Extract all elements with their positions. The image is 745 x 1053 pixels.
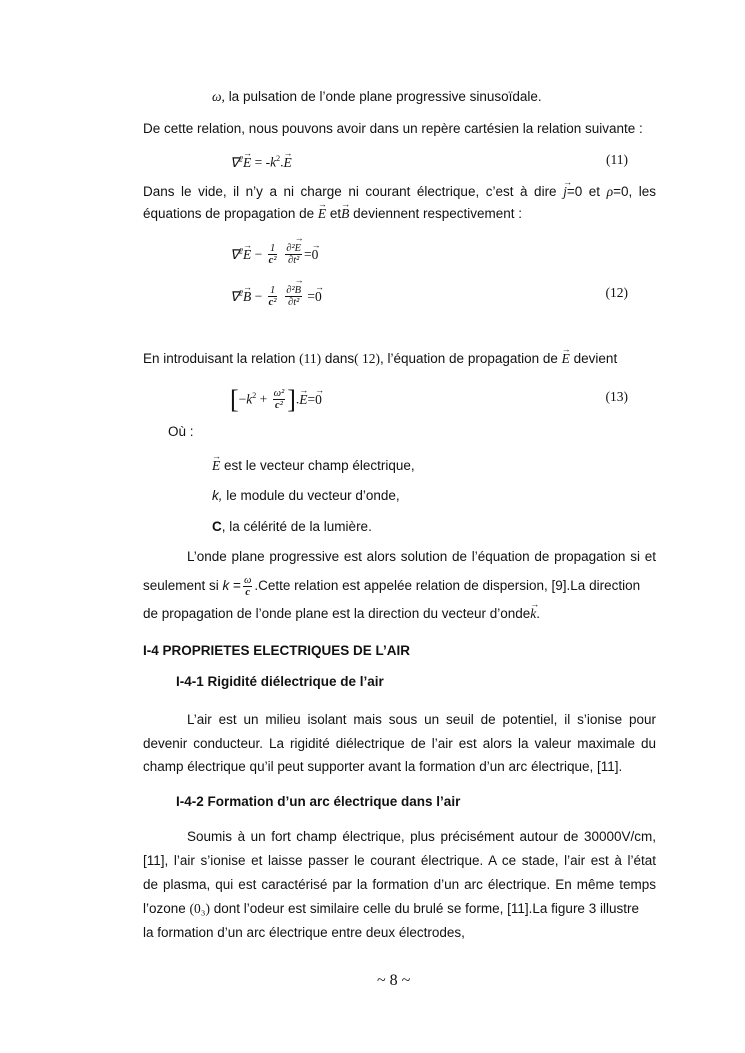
- paragraph-arc-line1: Soumis à un fort champ électrique, plus précisément autour de 30000V/cm,: [187, 829, 656, 844]
- page-number: ~ 8 ~: [377, 972, 411, 989]
- paragraph-rigidite-line2: devenir conducteur. La rigidité diélectrique de l’air est alors la valeur maximale du: [143, 736, 656, 751]
- paragraph-vide-line1: Dans le vide, il n’y a ni charge ni courant électrique, c’est à dire → j=0 et ρ=0, les: [143, 183, 656, 201]
- equation-11: $\nabla^2\to E = -k^2.\to E$: [230, 150, 292, 172]
- paragraph-rigidite-line1: L’air est un milieu isolant mais sous un seuil de potentiel, il s’ionise pour: [187, 712, 656, 727]
- heading-rigidite: I-4-1 Rigidité diélectrique de l’air: [176, 674, 384, 689]
- paragraph-relation-intro: De cette relation, nous pouvons avoir dans un repère cartésien la relation suivante :: [143, 121, 643, 136]
- paragraph-arc-line3: de plasma, qui est caractérisé par la formation d’un arc électrique. En même temps: [143, 877, 656, 892]
- omega-text: la pulsation de l’onde plane progressive sinusoïdale.: [228, 89, 542, 104]
- definition-e: → E est le vecteur champ électrique,: [212, 457, 415, 475]
- paragraph-arc-line2: [11], l’air s’ionise et laisse passer le courant électrique. A ce stade, l’air est à l’état: [143, 853, 656, 868]
- paragraph-rigidite-line3: champ électrique qu’il peut supporter avant la formation d’un arc électrique, [11].: [143, 759, 623, 774]
- omega-definition: [212, 88, 542, 106]
- paragraph-arc-line4: l’ozone (0₃) dont l’odeur est similaire celle du brulé se forme, [11].La figure 3 illustre: [143, 901, 639, 916]
- equation-12b: ∇$^2$→ B − $\frac{1}{\text{c²}}$ $\frac{\text{∂²→ B}}{\text{∂t²}}$ =→ 0: [230, 280, 322, 310]
- definition-k: k, le module du vecteur d’onde,: [212, 488, 400, 503]
- definition-c: C, la célérité de la lumière.: [212, 519, 372, 534]
- ou-label: Où :: [168, 424, 194, 439]
- heading-formation-arc: I-4-2 Formation d’un arc électrique dans l’air: [176, 794, 461, 809]
- equation-11-number: (11): [606, 152, 628, 167]
- paragraph-onde-line3: de propagation de l’onde plane est la direction du vecteur d’onde→ k.: [143, 605, 540, 623]
- equation-13-number: (13): [605, 389, 628, 404]
- equation-12-number: (12): [605, 285, 628, 300]
- heading-proprietes: I-4 PROPRIETES ELECTRIQUES DE L’AIR: [143, 643, 411, 658]
- omega-symbol: ω,: [212, 89, 225, 104]
- paragraph-onde-line1: L’onde plane progressive est alors solution de l’équation de propagation si et: [187, 549, 656, 564]
- equation-12a: ∇$^2$→ E − $\frac{1}{\text{c²}}$ $\frac{\text{∂²→ E}}{\text{∂t²}}$ =→ 0: [230, 238, 318, 268]
- equation-13: [$-k^2$ + $\frac{\text{ω²}}{\text{c²}}$ ].→ E=→ 0: [230, 383, 322, 413]
- paragraph-arc-line5: la formation d’un arc électrique entre deux électrodes,: [143, 925, 465, 940]
- paragraph-vide-line2: équations de propagation de → E et→ B deviennent respectivement :: [143, 205, 522, 223]
- paragraph-onde-line2: seulement si k = $\frac{\omega}{c}$ .Cette relation est appelée relation de dispersion, [9].La direction: [143, 574, 641, 598]
- paragraph-introduisant: En introduisant la relation (11) dans( 12), l’équation de propagation de → E devient: [143, 350, 617, 368]
